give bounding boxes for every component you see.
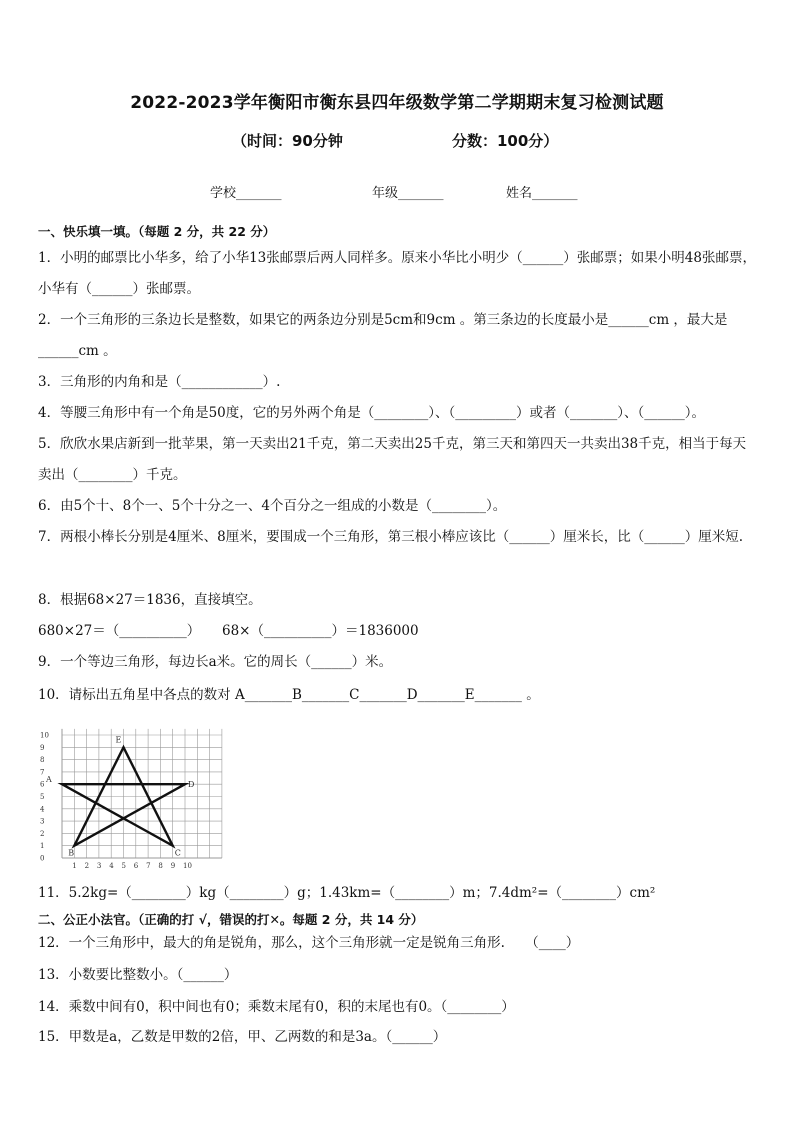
x-tick-label: 5 (121, 862, 126, 870)
y-tick-label: 3 (40, 817, 45, 826)
question-2: 2．一个三角形的三条边长是整数，如果它的两条边分别是5cm和9cm 。第三条边的长度最小是______cm ，最大是______cm 。 (38, 312, 728, 359)
grade-field: 年级_______ (372, 186, 444, 201)
question-3: 3．三角形的内角和是（____________）. (38, 374, 281, 390)
x-tick-label: 3 (96, 862, 102, 870)
question-9: 9．一个等边三角形，每边长a米。它的周长（______）米。 (38, 654, 393, 670)
star-grid-svg (36, 722, 236, 872)
point-label-a: A (46, 775, 52, 785)
point-label-c: C (174, 848, 181, 858)
x-tick-label: 2 (84, 862, 90, 870)
y-tick-label: 6 (40, 780, 45, 789)
name-field: 姓名_______ (506, 186, 578, 201)
y-tick-label: 9 (40, 743, 45, 752)
question-4: 4．等腰三角形中有一个角是50度，它的另外两个角是（________）、（_________）或者（_______）、（______）。 (38, 405, 706, 421)
question-14: 14．乘数中间有0，积中间也有0；乘数末尾有0，积的末尾也有0。（________） (38, 999, 515, 1015)
section-2-heading: 二、公正小法官。（正确的打 √，错误的打✕。每题 2 分，共 14 分） (38, 912, 424, 927)
point-label-b: B (68, 848, 75, 858)
exam-score: 分数：100分） (452, 132, 559, 150)
y-tick-label: 7 (40, 768, 45, 777)
question-6: 6．由5个十、8个一、5个十分之一、4个百分之一组成的小数是（________）。 (38, 498, 507, 514)
question-15: 15．甲数是a，乙数是甲数的2倍，甲、乙两数的和是3a。（______） (38, 1029, 447, 1045)
x-tick-label: 8 (158, 862, 163, 870)
x-tick-label: 7 (146, 862, 151, 870)
question-13: 13．小数要比整数小。（______） (38, 967, 238, 983)
x-tick-label: 10 (183, 862, 192, 870)
point-label-d: D (188, 780, 195, 790)
question-10: 10．请标出五角星中各点的数对 A_______B_______C_______D_______E_______ 。 (38, 687, 540, 703)
question-8: 8．根据68×27＝1836，直接填空。 (38, 592, 262, 608)
question-5: 5．欣欣水果店新到一批苹果，第一天卖出21千克，第二天卖出25千克，第三天和第四天一共卖出38千克，相当于每天卖出（________）千克。 (38, 436, 747, 483)
question-7: 7．两根小棒长分别是4厘米、8厘米，要围成一个三角形，第三根小棒应该比（______）厘米长，比（______）厘米短. (38, 529, 744, 545)
exam-time: （时间：90分钟 (232, 132, 343, 150)
y-tick-label: 5 (40, 793, 45, 801)
section-1-heading: 一、快乐填一填。（每题 2 分，共 22 分） (38, 224, 276, 239)
question-12: 12．一个三角形中，最大的角是锐角，那么，这个三角形就一定是锐角三角形. （____） (38, 935, 580, 951)
x-axis-labels (72, 862, 192, 870)
y-tick-label: 4 (40, 805, 45, 814)
point-label-e: E (115, 735, 122, 745)
y-tick-label: 10 (40, 731, 49, 740)
question-8b: 68×（__________）＝1836000 (222, 623, 419, 639)
question-1: 1．小明的邮票比小华多，给了小华13张邮票后两人同样多。原来小华比小明少（______）张邮票；如果小明48张邮票，小华有（______）张邮票。 (38, 250, 756, 297)
question-11: 11．5.2kg=（________）kg（________）g；1.43km=（________）m；7.4dm²=（________）cm² (38, 885, 656, 901)
x-tick-label: 6 (133, 862, 139, 870)
y-tick-label: 2 (40, 829, 45, 838)
y-tick-label: 8 (40, 756, 45, 765)
exam-title: 2022-2023学年衡阳市衡东县四年级数学第二学期期末复习检测试题 (130, 93, 664, 113)
question-8a: 680×27＝（__________） (38, 623, 201, 639)
star-grid-figure (36, 722, 236, 876)
x-tick-label: 9 (170, 862, 176, 870)
x-tick-label: 1 (72, 862, 77, 870)
y-tick-label: 1 (40, 842, 45, 851)
y-tick-label: 0 (40, 854, 45, 863)
y-axis-labels (40, 732, 49, 863)
school-field: 学校_______ (210, 186, 282, 201)
x-tick-label: 4 (109, 862, 114, 870)
